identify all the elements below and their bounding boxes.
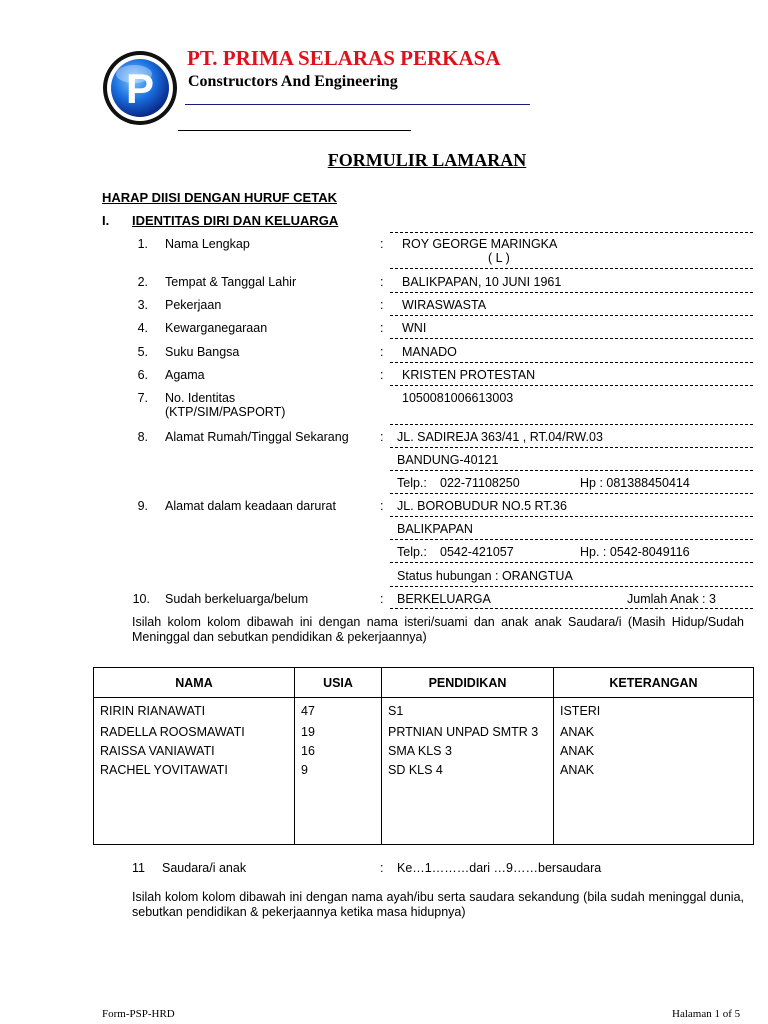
- field-colon: :: [380, 368, 384, 382]
- field-line: [390, 232, 753, 233]
- field-line: [390, 385, 753, 386]
- field-line: [390, 424, 753, 425]
- logo-letter: P: [125, 65, 155, 112]
- field-number: 8.: [137, 430, 148, 444]
- field-colon: :: [380, 345, 384, 359]
- field-colon: :: [380, 298, 384, 312]
- table-header-row: [94, 668, 754, 698]
- footer-form-code: Form-PSP-HRD: [102, 1008, 175, 1020]
- column-header-nama: NAMA: [94, 668, 295, 698]
- company-name: PT. PRIMA SELARAS PERKASA: [187, 46, 501, 70]
- table-cell: SMA KLS 3: [388, 744, 452, 758]
- table-cell: PRTNIAN UNPAD SMTR 3: [388, 725, 539, 739]
- field-value-suku[interactable]: MANADO: [402, 345, 457, 359]
- field-colon: :: [380, 237, 384, 251]
- table-cell: 47: [301, 704, 315, 718]
- table-cell: ANAK: [560, 725, 595, 739]
- field-line: [390, 539, 753, 540]
- field-value-status-hubungan[interactable]: Status hubungan : ORANGTUA: [397, 569, 573, 583]
- field-label-telp-darurat: Telp.:: [397, 545, 427, 559]
- keterangan-column[interactable]: [554, 698, 754, 845]
- field-colon: :: [380, 592, 384, 606]
- field-label-kewarganegaraan: Kewarganegaraan: [165, 321, 268, 335]
- field-value-identitas[interactable]: 1050081006613003: [402, 391, 514, 405]
- field-line: [390, 516, 753, 517]
- table-cell: 9: [301, 763, 308, 777]
- field-value-saudara[interactable]: Ke…1………dari …9……bersaudara: [397, 861, 602, 875]
- table-cell: 16: [301, 744, 315, 758]
- nama-column[interactable]: [94, 698, 295, 845]
- field-value-darurat-kota[interactable]: BALIKPAPAN: [397, 522, 473, 536]
- column-header-keterangan: KETERANGAN: [554, 668, 754, 698]
- field-number: 6.: [137, 368, 148, 382]
- section-title: IDENTITAS DIRI DAN KELUARGA: [132, 213, 339, 228]
- field-label-nama: Nama Lengkap: [165, 237, 250, 251]
- field-line: [390, 608, 753, 609]
- field-label-ttl: Tempat & Tanggal Lahir: [165, 275, 297, 289]
- field-colon: :: [380, 861, 384, 875]
- field-value-alamat-kota[interactable]: BANDUNG-40121: [397, 453, 499, 467]
- field-colon: :: [380, 499, 384, 513]
- field-line: [390, 338, 753, 339]
- table-cell: RAISSA VANIAWATI: [100, 744, 215, 758]
- table-cell: ANAK: [560, 744, 595, 758]
- column-header-usia: USIA: [295, 668, 382, 698]
- table-cell: S1: [388, 704, 404, 718]
- table-cell: RIRIN RIANAWATI: [100, 704, 206, 718]
- field-value-gender[interactable]: ( L ): [488, 251, 510, 265]
- family-table: [93, 667, 754, 845]
- field-label-suku: Suku Bangsa: [165, 345, 240, 359]
- field-line: [390, 292, 753, 293]
- field-label-agama: Agama: [165, 368, 205, 382]
- field-label-telp: Telp.:: [397, 476, 427, 490]
- column-header-pendidikan: PENDIDIKAN: [382, 668, 554, 698]
- table-cell: RADELLA ROOSMAWATI: [100, 725, 245, 739]
- signature-rule: [178, 130, 411, 131]
- company-logo: [102, 50, 178, 126]
- field-label-berkeluarga: Sudah berkeluarga/belum: [165, 592, 309, 606]
- field-number: 2.: [137, 275, 148, 289]
- field-value-agama[interactable]: KRISTEN PROTESTAN: [402, 368, 536, 382]
- field-line: [390, 586, 753, 587]
- field-label-identitas: No. Identitas: [165, 391, 236, 405]
- footer-page-number: Halaman 1 of 5: [672, 1008, 741, 1020]
- form-title: FORMULIR LAMARAN: [327, 150, 527, 170]
- field-value-nama[interactable]: ROY GEORGE MARINGKA: [402, 237, 558, 251]
- field-value-ttl[interactable]: BALIKPAPAN, 10 JUNI 1961: [402, 275, 562, 289]
- field-label-pekerjaan: Pekerjaan: [165, 298, 222, 312]
- field-label-darurat: Alamat dalam keadaan darurat: [165, 499, 336, 513]
- field-number: 5.: [137, 345, 148, 359]
- field-value-darurat[interactable]: JL. BOROBUDUR NO.5 RT.36: [397, 499, 567, 513]
- field-line: [390, 470, 753, 471]
- field-number: 10.: [132, 592, 150, 606]
- field-line: [390, 562, 753, 563]
- table-cell: SD KLS 4: [388, 763, 443, 777]
- field-value-alamat[interactable]: JL. SADIREJA 363/41 , RT.04/RW.03: [397, 430, 603, 444]
- field-number: 4.: [137, 321, 148, 335]
- instruction-heading: HARAP DIISI DENGAN HURUF CETAK: [102, 190, 337, 205]
- header-rule: [185, 104, 530, 105]
- pendidikan-column[interactable]: [382, 698, 554, 845]
- field-number: 11: [132, 861, 145, 875]
- table-cell: ANAK: [560, 763, 595, 777]
- field-number: 9.: [137, 499, 148, 513]
- field-value-hp[interactable]: Hp : 081388450414: [580, 476, 690, 490]
- table-cell: RACHEL YOVITAWATI: [100, 763, 228, 777]
- company-subtitle: Constructors And Engineering: [188, 73, 398, 90]
- field-value-berkeluarga[interactable]: BERKELUARGA: [397, 592, 491, 606]
- field-line: [390, 362, 753, 363]
- field-number: 7.: [137, 391, 148, 405]
- field-label-identitas-sub: (KTP/SIM/PASPORT): [165, 405, 286, 419]
- field-value-telp-darurat[interactable]: 0542-421057: [440, 545, 514, 559]
- section-number: I.: [102, 213, 110, 228]
- field-value-pekerjaan[interactable]: WIRASWASTA: [402, 298, 487, 312]
- field-label-alamat: Alamat Rumah/Tinggal Sekarang: [165, 430, 349, 444]
- field-line: [390, 268, 753, 269]
- field-colon: :: [380, 321, 384, 335]
- field-line: [390, 447, 753, 448]
- field-line: [390, 315, 753, 316]
- field-number: 1.: [137, 237, 148, 251]
- table-cell: ISTERI: [560, 704, 601, 718]
- field-value-hp-darurat[interactable]: Hp. : 0542-8049116: [580, 545, 690, 559]
- table-cell: 19: [301, 725, 315, 739]
- instruction-parents: Isilah kolom kolom dibawah ini dengan nama ayah/ibu serta saudara sekandung (bila sudah meninggal dunia, sebutkan pendidikan & pekerjaannya ketika masa hidupnya): [132, 890, 744, 919]
- instruction-children: Isilah kolom kolom dibawah ini dengan nama isteri/suami dan anak anak Saudara/i (Masih Hidup/Sudah Meninggal dan sebutkan pendidikan & pekerjaannya): [132, 615, 744, 644]
- field-label-saudara: Saudara/i anak: [162, 861, 247, 875]
- usia-column[interactable]: [295, 698, 382, 845]
- field-value-telp[interactable]: 022-71108250: [440, 476, 520, 490]
- field-colon: :: [380, 275, 384, 289]
- field-number: 3.: [137, 298, 148, 312]
- field-value-jumlah-anak[interactable]: Jumlah Anak : 3: [627, 592, 716, 606]
- field-value-kewarganegaraan[interactable]: WNI: [402, 321, 427, 335]
- field-line: [390, 493, 753, 494]
- table-row: [94, 698, 754, 845]
- field-colon: :: [380, 430, 384, 444]
